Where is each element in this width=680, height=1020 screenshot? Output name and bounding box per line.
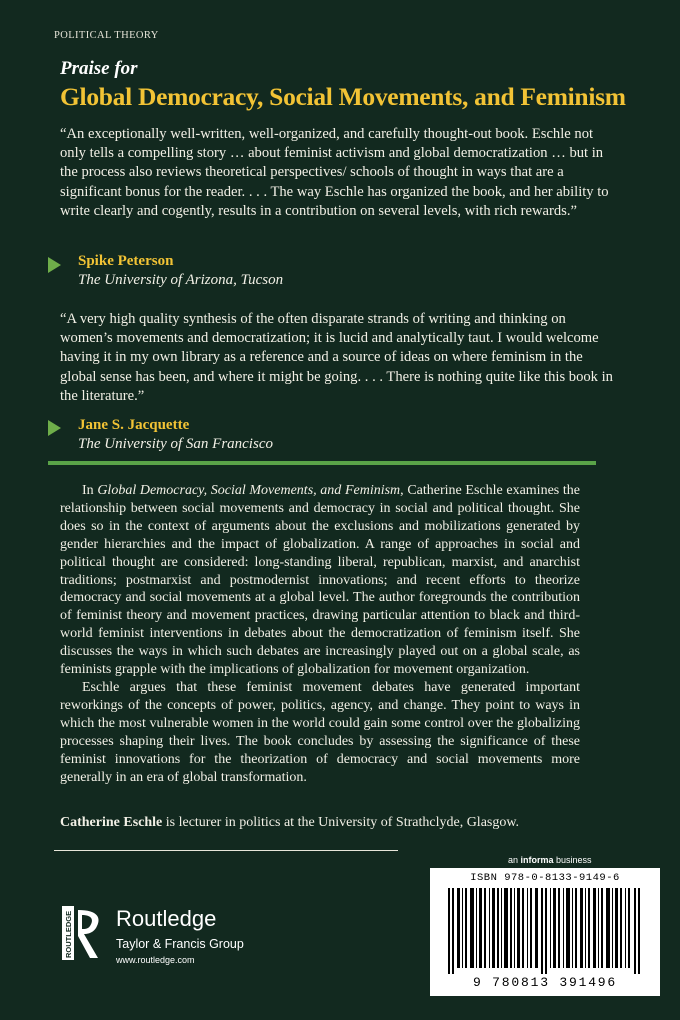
- section-divider: [48, 461, 596, 465]
- publisher-name: Routledge: [116, 906, 217, 931]
- informa-prefix: an: [508, 855, 521, 865]
- description-text: , Catherine Eschle examines the relationship between social movements and democracy in social and political thought. She does so in the context of arguments about the exclusions and mobilizations generated by gender hierarchies and the impact of globalization. A range of approaches in social and political thought are considered: long-standing liberal, republican, marxist, and anarchist traditions; postmarxist and postmodernist innovations; and recent efforts to theorize democracy and social movements at a global level. The author foregrounds the contribution of feminist theory and movement practices, drawing particular attention to black and third-world feminist interventions in debates about the democratization of feminism itself. She discusses the ways in which such debates are increasingly played out on a global scale, as feminists grapple with the implications of globalization for movement organization.: [60, 483, 580, 678]
- description-book-title: Global Democracy, Social Movements, and Feminism: [97, 483, 401, 498]
- book-description: [60, 482, 580, 786]
- publisher-group: Taylor & Francis Group: [116, 937, 244, 951]
- informa-suffix: business: [553, 855, 592, 865]
- informa-tagline: [508, 855, 592, 865]
- author-bio: [60, 815, 600, 831]
- publisher-url: www.routledge.com: [116, 955, 195, 965]
- reviewer-name: Spike Peterson: [78, 253, 174, 269]
- review-attribution: [78, 252, 283, 290]
- description-paragraph: Eschle argues that these feminist movement debates have generated important reworkings of the concepts of power, politics, agency, and change. They point to ways in which the most vulnerable women in the world could gain some control over the globalizing processes shaping their lives. The book concludes by assessing the significance of these feminist innovations for the theorization of democracy and social movements more generally in an era of global transformation.: [60, 679, 580, 785]
- author-name: Catherine Eschle: [60, 815, 163, 830]
- routledge-logo-icon: [62, 906, 106, 960]
- isbn-label: ISBN 978-0-8133-9149-6: [470, 872, 620, 884]
- review-attribution: [78, 416, 273, 454]
- description-text: In: [82, 483, 98, 498]
- praise-label: Praise for: [60, 58, 138, 79]
- reviewer-name: Jane S. Jacquette: [78, 417, 190, 433]
- author-bio-text: is lecturer in politics at the University of Strathclyde, Glasgow.: [162, 815, 520, 830]
- footer-divider: [54, 850, 398, 851]
- category-label: POLITICAL THEORY: [54, 30, 159, 41]
- informa-brand: informa: [520, 855, 554, 865]
- book-title: Global Democracy, Social Movements, and Feminism: [60, 82, 626, 111]
- reviewer-affiliation: The University of San Francisco: [78, 436, 273, 452]
- description-paragraph: [60, 482, 580, 679]
- barcode-digits: 9 780813 391496: [472, 975, 618, 990]
- isbn-barcode: [430, 868, 660, 996]
- barcode-bars: [438, 888, 652, 974]
- review-quote: “A very high quality synthesis of the often disparate strands of writing and thinking on women’s movements and democratization; it is lucid and analytically taut. I would welcome having it in my own library as a reference and a source of ideas on where feminism in the global sense has been, and where it might be going. . . . There is nothing quite like this book in the literature.”: [60, 311, 613, 404]
- reviewer-affiliation: The University of Arizona, Tucson: [78, 272, 284, 288]
- review-quote: “An exceptionally well-written, well-organized, and carefully thought-out book. Eschle not only tells a compelling story … about feminist activism and global democratization … but in the process also reviews theoretical perspectives/ schools of thought in ways that are a significant bonus for the reader. . . . The way Eschle has organized the book, and her ability to write clearly and cogently, results in a contribution on several levels, with rich rewards.”: [60, 126, 609, 219]
- logo-spine-text: ROUTLEDGE: [64, 910, 73, 958]
